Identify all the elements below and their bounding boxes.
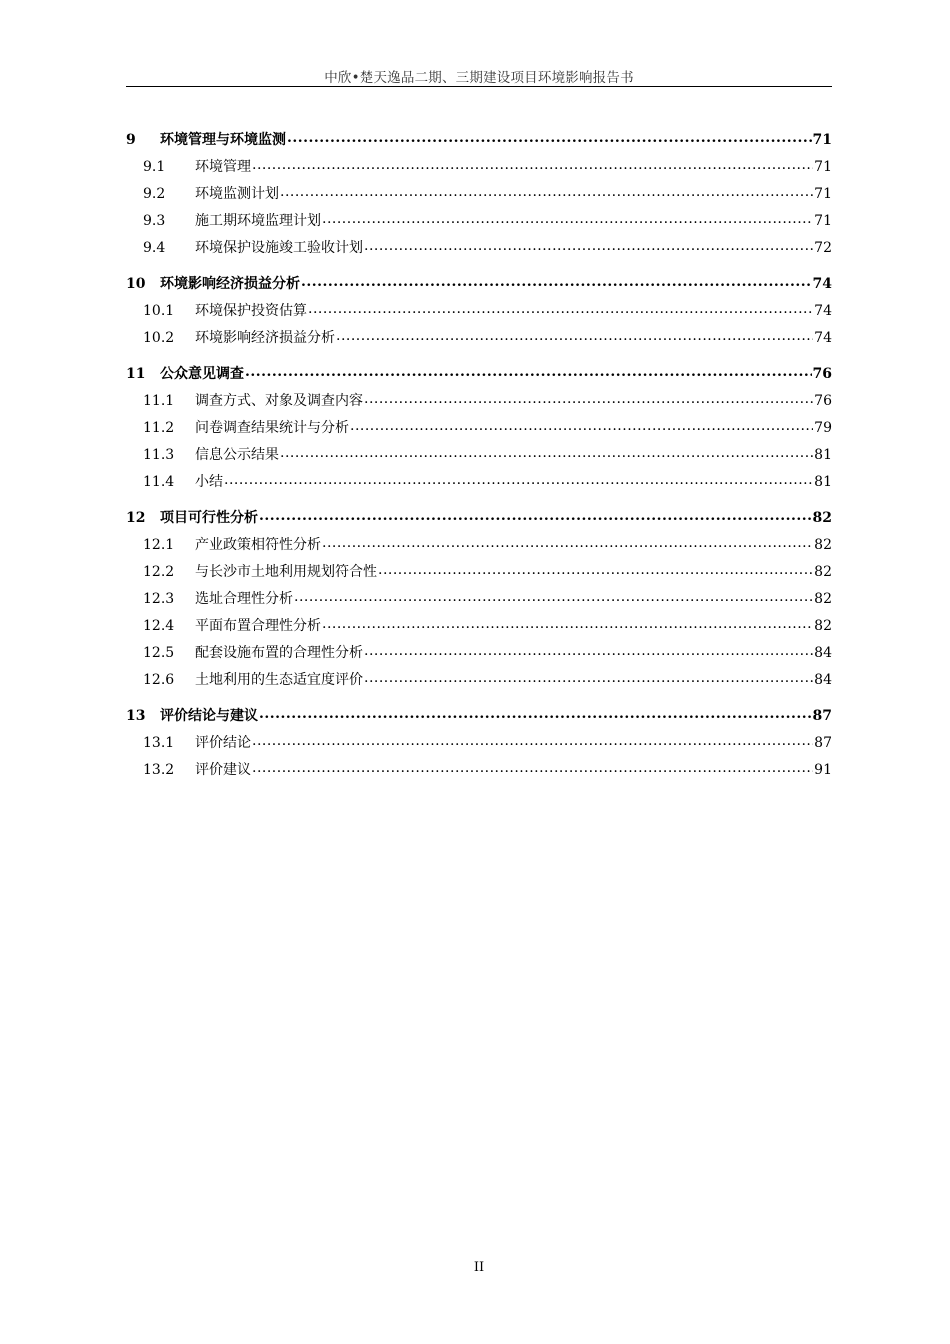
- toc-entry-title: 环境影响经济损益分析: [195, 330, 335, 346]
- toc-section-entry[interactable]: [126, 184, 832, 203]
- toc-leader-dots: [252, 157, 813, 171]
- toc-entry-number: 12: [126, 510, 146, 526]
- toc-entry-number: 12.1: [143, 537, 175, 553]
- toc-section-entry[interactable]: [126, 391, 832, 410]
- toc-chapter-entry[interactable]: [126, 508, 832, 527]
- toc-entry-page-number: 76: [812, 366, 832, 382]
- toc-entry-number: 10.1: [143, 303, 175, 319]
- toc-entry-title: 环境管理与环境监测: [160, 132, 286, 148]
- toc-leader-dots: [252, 733, 813, 747]
- toc-entry-page-number: 87: [814, 735, 832, 751]
- toc-entry-title: 选址合理性分析: [195, 591, 293, 607]
- toc-entry-title: 环境保护设施竣工验收计划: [195, 240, 363, 256]
- toc-entry-page-number: 71: [814, 213, 832, 229]
- toc-entry-number: 12.6: [143, 672, 175, 688]
- toc-entry-title: 公众意见调查: [160, 366, 244, 382]
- toc-entry-number: 11.3: [143, 447, 175, 463]
- toc-entry-number: 10.2: [143, 330, 175, 346]
- document-header-title: 中欣•楚天逸品二期、三期建设项目环境影响报告书: [324, 70, 634, 86]
- toc-entry-page-number: 82: [814, 591, 832, 607]
- toc-leader-dots: [364, 238, 813, 252]
- toc-entry-page-number: 71: [814, 159, 832, 175]
- toc-leader-dots: [308, 301, 813, 315]
- toc-leader-dots: [294, 589, 813, 603]
- toc-section-entry[interactable]: [126, 643, 832, 662]
- toc-entry-title: 环境管理: [195, 159, 251, 175]
- toc-leader-dots: [224, 472, 813, 486]
- toc-section-entry[interactable]: [126, 301, 832, 320]
- toc-entry-page-number: 82: [814, 564, 832, 580]
- toc-section-entry[interactable]: [126, 760, 832, 779]
- toc-chapter-entry[interactable]: [126, 130, 832, 149]
- toc-section-entry[interactable]: [126, 472, 832, 491]
- toc-chapter-entry[interactable]: [126, 706, 832, 725]
- toc-section-entry[interactable]: [126, 238, 832, 257]
- toc-chapter-entry[interactable]: [126, 364, 832, 383]
- page-number: II: [473, 1260, 485, 1275]
- header-divider: [126, 86, 832, 87]
- toc-leader-dots: [364, 670, 813, 684]
- toc-section-entry[interactable]: [126, 418, 832, 437]
- toc-leader-dots: [364, 391, 813, 405]
- toc-entry-title: 产业政策相符性分析: [195, 537, 321, 553]
- toc-entry-page-number: 82: [814, 618, 832, 634]
- toc-leader-dots: [259, 706, 812, 720]
- toc-leader-dots: [378, 562, 813, 576]
- toc-entry-number: 13: [126, 708, 146, 724]
- toc-entry-number: 11.1: [143, 393, 175, 409]
- toc-section-entry[interactable]: [126, 211, 832, 230]
- toc-entry-title: 评价结论与建议: [160, 708, 258, 724]
- toc-entry-title: 平面布置合理性分析: [195, 618, 321, 634]
- toc-leader-dots: [322, 616, 813, 630]
- toc-entry-number: 9.2: [143, 186, 166, 202]
- toc-leader-dots: [322, 211, 813, 225]
- toc-entry-page-number: 81: [814, 474, 832, 490]
- toc-section-entry[interactable]: [126, 328, 832, 347]
- toc-entry-page-number: 87: [812, 708, 832, 724]
- toc-section-entry[interactable]: [126, 445, 832, 464]
- toc-entry-page-number: 71: [814, 186, 832, 202]
- toc-entry-page-number: 91: [814, 762, 832, 778]
- toc-leader-dots: [252, 760, 813, 774]
- toc-entry-page-number: 82: [814, 537, 832, 553]
- toc-entry-page-number: 74: [812, 276, 832, 292]
- toc-entry-page-number: 84: [814, 672, 832, 688]
- toc-entry-number: 9.4: [143, 240, 166, 256]
- toc-entry-number: 10: [126, 276, 146, 292]
- toc-section-entry[interactable]: [126, 670, 832, 689]
- toc-entry-number: 11.4: [143, 474, 175, 490]
- toc-section-entry[interactable]: [126, 157, 832, 176]
- toc-entry-page-number: 76: [814, 393, 832, 409]
- toc-entry-title: 评价建议: [195, 762, 251, 778]
- toc-entry-number: 9: [126, 132, 136, 148]
- toc-entry-number: 12.3: [143, 591, 175, 607]
- toc-entry-number: 11.2: [143, 420, 175, 436]
- toc-entry-page-number: 79: [814, 420, 832, 436]
- toc-entry-number: 12.2: [143, 564, 175, 580]
- toc-section-entry[interactable]: [126, 562, 832, 581]
- toc-leader-dots: [280, 445, 813, 459]
- toc-leader-dots: [280, 184, 813, 198]
- toc-leader-dots: [245, 364, 812, 378]
- toc-leader-dots: [336, 328, 813, 342]
- toc-entry-number: 13.1: [143, 735, 175, 751]
- toc-section-entry[interactable]: [126, 589, 832, 608]
- toc-leader-dots: [287, 130, 812, 144]
- toc-entry-page-number: 81: [814, 447, 832, 463]
- toc-leader-dots: [364, 643, 813, 657]
- toc-entry-number: 12.4: [143, 618, 175, 634]
- toc-entry-title: 环境保护投资估算: [195, 303, 307, 319]
- toc-leader-dots: [301, 274, 812, 288]
- toc-entry-title: 小结: [195, 474, 223, 490]
- toc-entry-title: 环境影响经济损益分析: [160, 276, 300, 292]
- toc-entry-page-number: 71: [812, 132, 832, 148]
- toc-leader-dots: [350, 418, 813, 432]
- toc-section-entry[interactable]: [126, 733, 832, 752]
- toc-entry-number: 11: [126, 366, 146, 382]
- toc-entry-title: 问卷调查结果统计与分析: [195, 420, 349, 436]
- toc-entry-title: 与长沙市土地利用规划符合性: [195, 564, 377, 580]
- toc-section-entry[interactable]: [126, 616, 832, 635]
- toc-chapter-entry[interactable]: [126, 274, 832, 293]
- toc-leader-dots: [322, 535, 813, 549]
- toc-section-entry[interactable]: [126, 535, 832, 554]
- toc-entry-number: 9.3: [143, 213, 166, 229]
- toc-entry-page-number: 72: [814, 240, 832, 256]
- toc-entry-title: 评价结论: [195, 735, 251, 751]
- toc-leader-dots: [259, 508, 812, 522]
- toc-entry-title: 项目可行性分析: [160, 510, 258, 526]
- toc-entry-title: 信息公示结果: [195, 447, 279, 463]
- toc-entry-title: 施工期环境监理计划: [195, 213, 321, 229]
- toc-entry-number: 12.5: [143, 645, 175, 661]
- toc-entry-title: 调查方式、对象及调查内容: [195, 393, 363, 409]
- table-of-contents: [126, 127, 832, 787]
- toc-entry-number: 9.1: [143, 159, 166, 175]
- toc-entry-page-number: 74: [814, 303, 832, 319]
- toc-entry-number: 13.2: [143, 762, 175, 778]
- toc-entry-page-number: 74: [814, 330, 832, 346]
- toc-entry-title: 配套设施布置的合理性分析: [195, 645, 363, 661]
- toc-entry-title: 环境监测计划: [195, 186, 279, 202]
- toc-entry-page-number: 82: [812, 510, 832, 526]
- toc-entry-page-number: 84: [814, 645, 832, 661]
- toc-entry-title: 土地利用的生态适宜度评价: [195, 672, 363, 688]
